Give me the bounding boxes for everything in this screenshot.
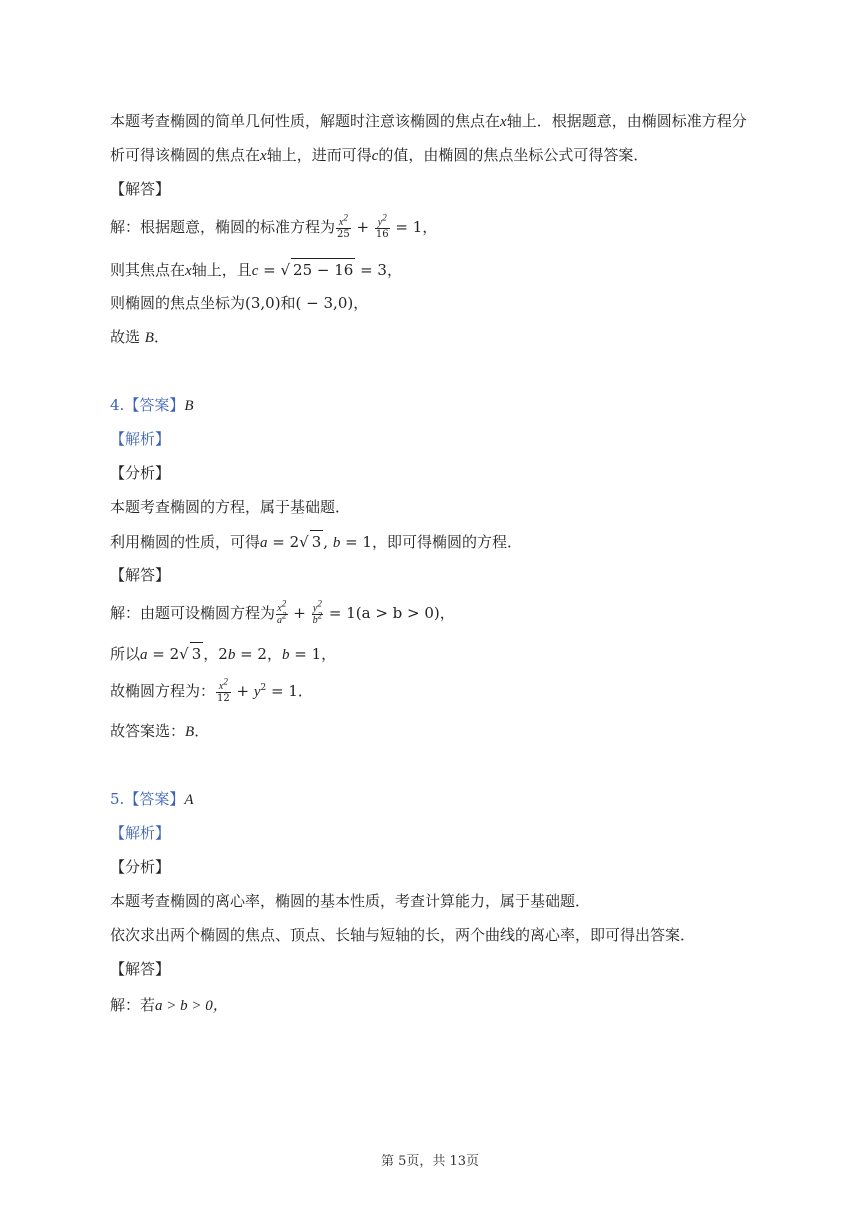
text: +	[231, 682, 254, 700]
text: 故椭圆方程为：	[110, 682, 216, 700]
text: 则其焦点在	[110, 261, 186, 279]
text: 轴上，进而可得	[266, 146, 372, 164]
var-c: c	[371, 148, 379, 164]
text: =	[258, 261, 281, 279]
page-footer: 第 5页，共 13页	[380, 1154, 480, 1169]
question-number: 5.	[110, 790, 125, 808]
inequality: a > b > 0，	[155, 998, 228, 1014]
text: ．	[153, 328, 169, 346]
sqrt-content: 3	[310, 530, 324, 553]
intro-line-1	[110, 110, 747, 133]
text: 所以	[110, 645, 141, 663]
frac-num: x	[277, 602, 282, 614]
answer-letter: B	[185, 724, 195, 740]
text: 解：若	[110, 996, 156, 1014]
text: ，2	[203, 645, 228, 663]
q5-solve-label: 【解答】	[110, 960, 171, 978]
q3-solve-line-3: 则椭圆的焦点坐标为(3,0)和( − 3,0)，	[110, 294, 369, 312]
q5-analysis-label: 【解析】	[110, 824, 171, 842]
text: = 1，	[289, 645, 337, 663]
q4-solve-label: 【解答】	[110, 566, 171, 584]
frac-num: x	[218, 680, 224, 692]
frac-num: y	[377, 216, 383, 228]
q4-solve-line-2: 所以a = 2√ 3 ，2b = 2，b = 1，	[110, 642, 336, 666]
answer-letter: A	[184, 792, 194, 808]
q5-solve-line-1	[110, 994, 228, 1017]
var-y: y	[253, 684, 261, 700]
text: = 2	[267, 533, 300, 551]
text: ,	[323, 533, 333, 551]
q5-answer-line	[110, 788, 194, 811]
text: = 1(a > b > 0)，	[328, 604, 455, 622]
q4-analysis-label: 【解析】	[110, 430, 171, 448]
q4-solve-line-4	[110, 720, 209, 743]
q3-solve-label: 【解答】	[110, 180, 171, 198]
text: = 2，	[235, 645, 282, 663]
fraction: $\frac{y^2}{16}$	[375, 212, 389, 240]
intro-line-2	[110, 144, 648, 167]
var-a: a	[140, 647, 148, 663]
var-x: x	[260, 148, 267, 164]
text: = 1，	[395, 218, 438, 236]
fraction: $\frac{x^2}{12}$	[217, 676, 230, 704]
text: 本题考查椭圆的简单几何性质，解题时注意该椭圆的焦点在	[110, 112, 501, 130]
q5-fenxi-line-2: 依次求出两个椭圆的焦点、顶点、长轴与短轴的长，两个曲线的离心率，即可得出答案．	[110, 926, 696, 944]
q5-fenxi-line-1: 本题考查椭圆的离心率，椭圆的基本性质，考查计算能力，属于基础题．	[110, 892, 591, 910]
frac-den: a	[277, 614, 283, 626]
answer-label: 【答案】	[124, 790, 185, 808]
q5-fenxi-label: 【分析】	[110, 858, 171, 876]
fraction: $\frac{x^2}{a^2}$	[277, 598, 287, 626]
text: = 3，	[355, 261, 402, 279]
q4-solve-line-3: 故椭圆方程为： $\frac{x^2}{12}$ + $y^2 = 1$．	[110, 676, 313, 704]
q3-solve-line-4	[110, 326, 169, 349]
text: 利用椭圆的性质，可得	[110, 533, 261, 551]
text: 故答案选：	[110, 722, 186, 740]
text: 轴上，且	[191, 261, 252, 279]
var-x: x	[185, 263, 192, 279]
text: ．	[194, 722, 210, 740]
var-b: b	[227, 647, 236, 663]
frac-den: b	[312, 614, 318, 626]
answer-letter: B	[144, 330, 154, 346]
q4-fenxi-line-2: 利用椭圆的性质，可得a = 2√ 3 , b = 1，即可得椭圆的方程．	[110, 530, 522, 554]
q4-fenxi-line-1: 本题考查椭圆的方程，属于基础题．	[110, 498, 351, 516]
q4-solve-line-1: 解：由题可设椭圆方程为 $\frac{x^2}{a^2}$ + $\frac{y^2}{b^2}$ = 1(a > b > 0)，	[110, 598, 455, 626]
q3-solve-line-2: 则其焦点在x轴上，且c = √ 25 − 16 = 3，	[110, 258, 402, 282]
var-x: x	[500, 114, 507, 130]
fraction: $\frac{x^2}{25}$	[337, 212, 350, 240]
text: = 1．	[266, 682, 313, 700]
var-a: a	[260, 535, 268, 551]
text: 轴上．根据题意，由椭圆标准方程分	[506, 112, 747, 130]
frac-den: 12	[217, 692, 230, 704]
q4-answer-line	[110, 394, 194, 417]
frac-num: y	[312, 602, 318, 614]
text: 的值，由椭圆的焦点坐标公式可得答案．	[378, 146, 649, 164]
sqrt-content: 3	[190, 642, 204, 665]
var-b: b	[332, 535, 341, 551]
text: 解：根据题意，椭圆的标准方程为	[110, 218, 336, 236]
question-number: 4.	[110, 396, 125, 414]
frac-den: 16	[375, 228, 389, 240]
text: = 2	[147, 645, 180, 663]
frac-num: x	[338, 216, 344, 228]
q4-fenxi-label: 【分析】	[110, 464, 171, 482]
var-c: c	[251, 263, 259, 279]
text: 析可得该椭圆的焦点在	[110, 146, 261, 164]
q3-solve-line-1: 解：根据题意，椭圆的标准方程为 $\frac{x^2}{25}$ + $\frac{y^2}{16}$ = 1，	[110, 212, 438, 240]
answer-letter: B	[184, 398, 194, 414]
sqrt-content: 25 − 16	[291, 258, 355, 281]
frac-den: 25	[337, 228, 350, 240]
answer-label: 【答案】	[124, 396, 185, 414]
text: 故选	[110, 328, 145, 346]
var-b: b	[281, 647, 290, 663]
fraction: $\frac{y^2}{b^2}$	[312, 598, 323, 626]
text: = 1，即可得椭圆的方程．	[340, 533, 522, 551]
text: 解：由题可设椭圆方程为	[110, 604, 276, 622]
